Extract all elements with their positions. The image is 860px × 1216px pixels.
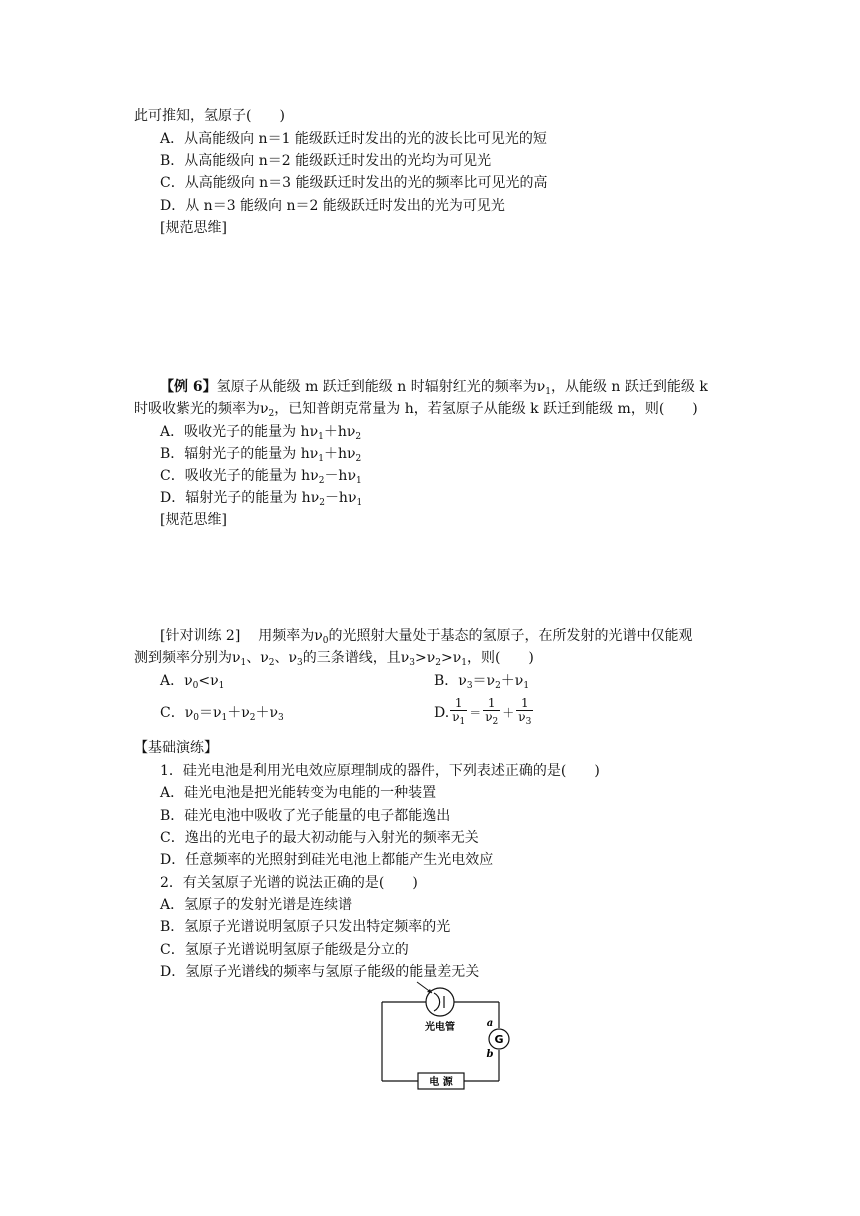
example-6-option-c: C．吸收光子的能量为 $h\nu_2-h\nu_1$: [160, 468, 362, 486]
terminal-a-label: a: [486, 1018, 494, 1029]
option-b: B．从高能级向 n＝2 能级跃迁时发出的光均为可见光: [160, 153, 492, 169]
basics-header: 【基础演练】: [134, 740, 218, 756]
basics-q2-option-b: B．氢原子光谱说明氢原子只发出特定频率的光: [160, 919, 451, 935]
fraction-1-over-nu3: $\frac{1}{\nu_3}$: [518, 696, 532, 727]
question-stem-continuation: 此可推知，氢原子( ): [134, 108, 285, 124]
example-6-tag: 【例 6】: [160, 379, 217, 395]
basics-q2-option-c: C．氢原子光谱说明氢原子能级是分立的: [160, 942, 409, 958]
training-2-line-1: [针对训练 2] 用频率为$\nu_0$的光照射大量处于基态的氢原子，在所发射的光谱中仅能观: [160, 628, 693, 646]
fraction-1-over-nu2: $\frac{1}{\nu_2}$: [485, 696, 499, 727]
phototube-label: 光电管: [425, 1022, 455, 1033]
basics-q1-option-a: A．硅光电池是把光能转变为电能的一种装置: [160, 785, 437, 801]
example-6-option-b: B．辐射光子的能量为 $h\nu_1+h\nu_2$: [160, 446, 362, 464]
basics-q2-option-a: A．氢原子的发射光谱是连续谱: [160, 897, 353, 913]
photoelectric-circuit-diagram: [372, 978, 512, 1092]
basics-q1-option-b: B．硅光电池中吸收了光子能量的电子都能逸出: [160, 808, 451, 824]
think-label-2: [规范思维]: [160, 512, 227, 528]
basics-q1-option-c: C．逸出的光电子的最大初动能与入射光的频率无关: [160, 830, 479, 846]
training-2-option-a: A．$\nu_0<\nu_1$: [160, 673, 225, 691]
training-2-line-2: 测到频率分别为$\nu_1$、$\nu_2$、$\nu_3$的三条谱线，且$\nu_3>\nu_2>\nu_1$，则( ): [134, 650, 534, 668]
example-6-line-2: 时吸收紫光的频率为$\nu_2$，已知普朗克常量为 h，若氢原子从能级 k 跃迁到能级 m，则( ): [134, 401, 698, 419]
example-6-option-a: A．吸收光子的能量为 $h\nu_1+h\nu_2$: [160, 424, 362, 442]
training-2-option-c: C．$\nu_0=\nu_1+\nu_2+\nu_3$: [160, 705, 284, 723]
option-d: D．从 n＝3 能级向 n＝2 能级跃迁时发出的光为可见光: [160, 198, 505, 214]
basics-q2: 2．有关氢原子光谱的说法正确的是( ): [160, 875, 418, 891]
option-a: A．从高能级向 n＝1 能级跃迁时发出的光的波长比可见光的短: [160, 131, 547, 147]
training-2-option-d: D. $\frac{1}{\nu_1}$ ＝ $\frac{1}{\nu_2}$ ＋ $\frac{1}{\nu_3}$: [434, 696, 532, 727]
example-6-line-1: 【例 6】氢原子从能级 m 跃迁到能级 n 时辐射红光的频率为$\nu_1$，从能级 n 跃迁到能级 k: [160, 379, 708, 397]
terminal-b-label: b: [486, 1049, 494, 1060]
power-source-label: 电 源: [429, 1077, 453, 1088]
galvanometer-label: G: [494, 1033, 504, 1046]
think-label: [规范思维]: [160, 220, 227, 236]
training-2-option-b: B．$\nu_3=\nu_2+\nu_1$: [434, 673, 530, 691]
example-6-option-d: D．辐射光子的能量为 $h\nu_2-h\nu_1$: [160, 490, 363, 508]
basics-q1: 1．硅光电池是利用光电效应原理制成的器件，下列表述正确的是( ): [160, 763, 600, 779]
basics-q2-option-d: D．氢原子光谱线的频率与氢原子能级的能量差无关: [160, 964, 480, 980]
option-c: C．从高能级向 n＝3 能级跃迁时发出的光的频率比可见光的高: [160, 175, 548, 191]
fraction-1-over-nu1: $\frac{1}{\nu_1}$: [452, 696, 466, 727]
training-2-tag: [针对训练 2]: [160, 628, 241, 644]
basics-q1-option-d: D．任意频率的光照射到硅光电池上都能产生光电效应: [160, 852, 494, 868]
